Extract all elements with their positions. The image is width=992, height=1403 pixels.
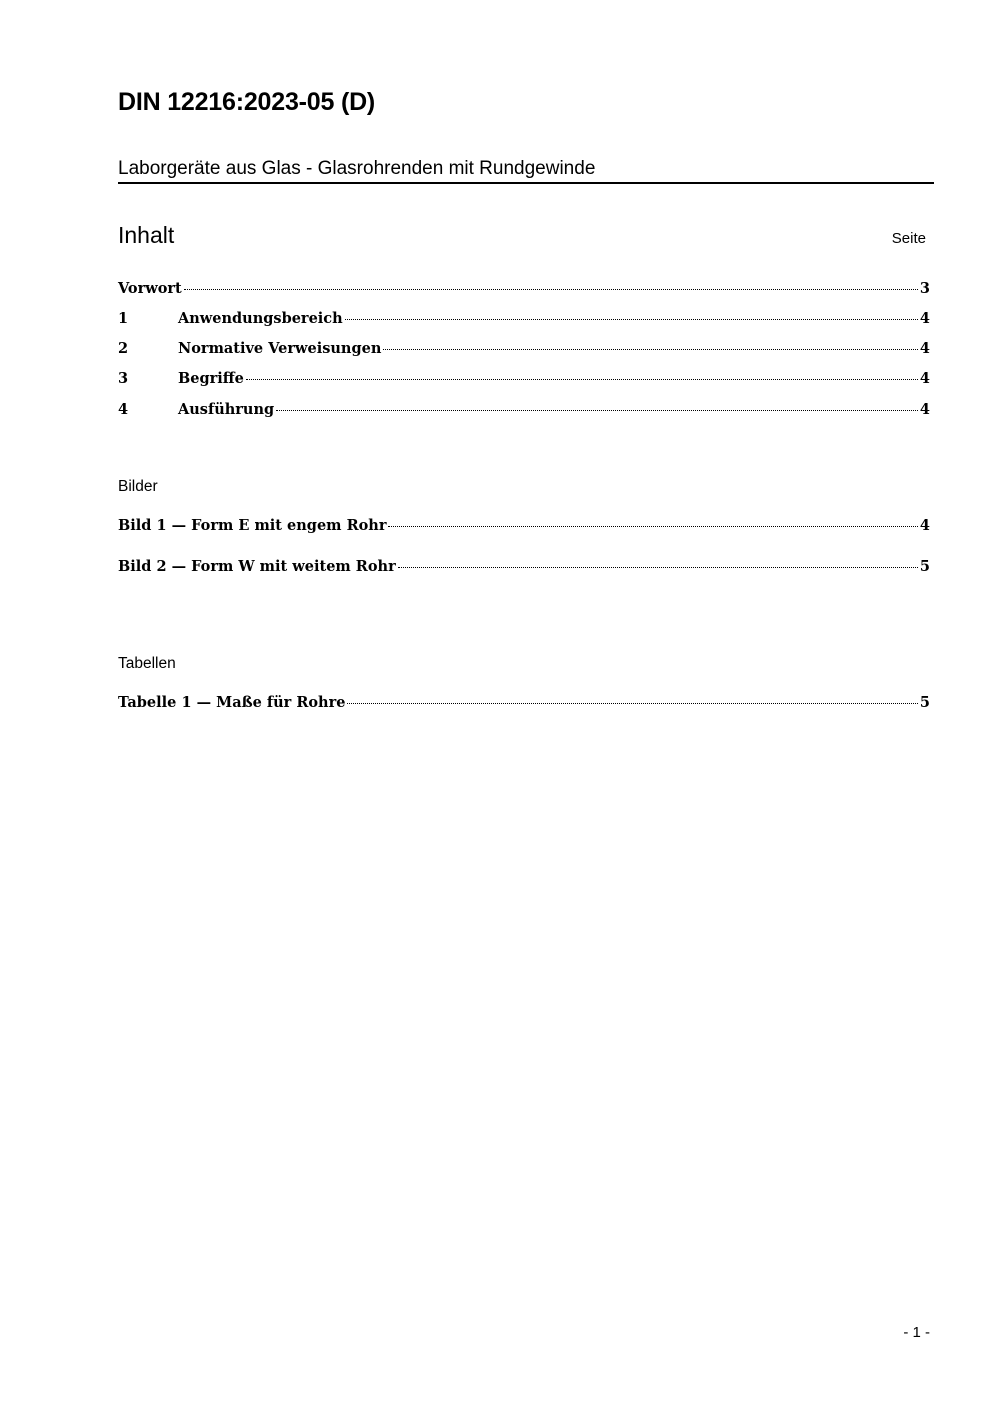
toc-heading: Inhalt — [118, 222, 175, 248]
toc-entry-number: 3 — [118, 370, 129, 387]
dot-leader — [347, 702, 917, 704]
document-subtitle: Laborgeräte aus Glas - Glasrohrenden mit Rundgewinde — [118, 158, 934, 184]
toc-entry-title: Ausführung — [178, 401, 275, 418]
tables-heading: Tabellen — [118, 655, 176, 672]
dot-leader — [184, 288, 918, 290]
toc-entry-normative-verweisungen[interactable] — [118, 340, 930, 362]
toc-entry-begriffe[interactable] — [118, 370, 930, 392]
table-entry-title: Tabelle 1 — Maße für Rohre — [118, 694, 346, 711]
toc-entry-ausfuehrung[interactable] — [118, 401, 930, 423]
toc-entry-title: Anwendungsbereich — [178, 310, 343, 327]
toc-entry-number: 4 — [118, 401, 129, 418]
toc-entry-number: 1 — [118, 310, 129, 327]
toc-entry-title: Normative Verweisungen — [178, 340, 382, 357]
dot-leader — [345, 318, 918, 320]
table-entry-tabelle-1[interactable] — [118, 694, 930, 716]
toc-entry-title: Begriffe — [178, 370, 244, 387]
document-id-heading: DIN 12216:2023-05 (D) — [118, 88, 376, 116]
dot-leader — [388, 525, 917, 527]
toc-entry-page: 4 — [919, 370, 930, 387]
toc-entry-page: 4 — [919, 340, 930, 357]
toc-entry-page: 4 — [919, 310, 930, 327]
table-entry-page: 5 — [919, 694, 930, 711]
toc-entry-title: Vorwort — [118, 280, 182, 297]
figure-entry-title: Bild 1 — Form E mit engem Rohr — [118, 517, 387, 534]
figure-entry-page: 4 — [919, 517, 930, 534]
figure-entry-title: Bild 2 — Form W mit weitem Rohr — [118, 558, 396, 575]
figures-heading: Bilder — [118, 478, 158, 495]
figure-entry-bild-1[interactable] — [118, 517, 930, 539]
page-column-label: Seite — [891, 230, 926, 247]
toc-entry-vorwort[interactable] — [118, 280, 930, 302]
toc-entry-page: 3 — [919, 280, 930, 297]
dot-leader — [383, 348, 918, 350]
dot-leader — [246, 378, 918, 380]
figure-entry-bild-2[interactable] — [118, 558, 930, 580]
dot-leader — [276, 409, 918, 411]
page-number: - 1 - — [903, 1324, 930, 1341]
figure-entry-page: 5 — [919, 558, 930, 575]
dot-leader — [398, 566, 918, 568]
toc-entry-anwendungsbereich[interactable] — [118, 310, 930, 332]
toc-entry-number: 2 — [118, 340, 129, 357]
toc-entry-page: 4 — [919, 401, 930, 418]
toc-header — [118, 222, 926, 252]
